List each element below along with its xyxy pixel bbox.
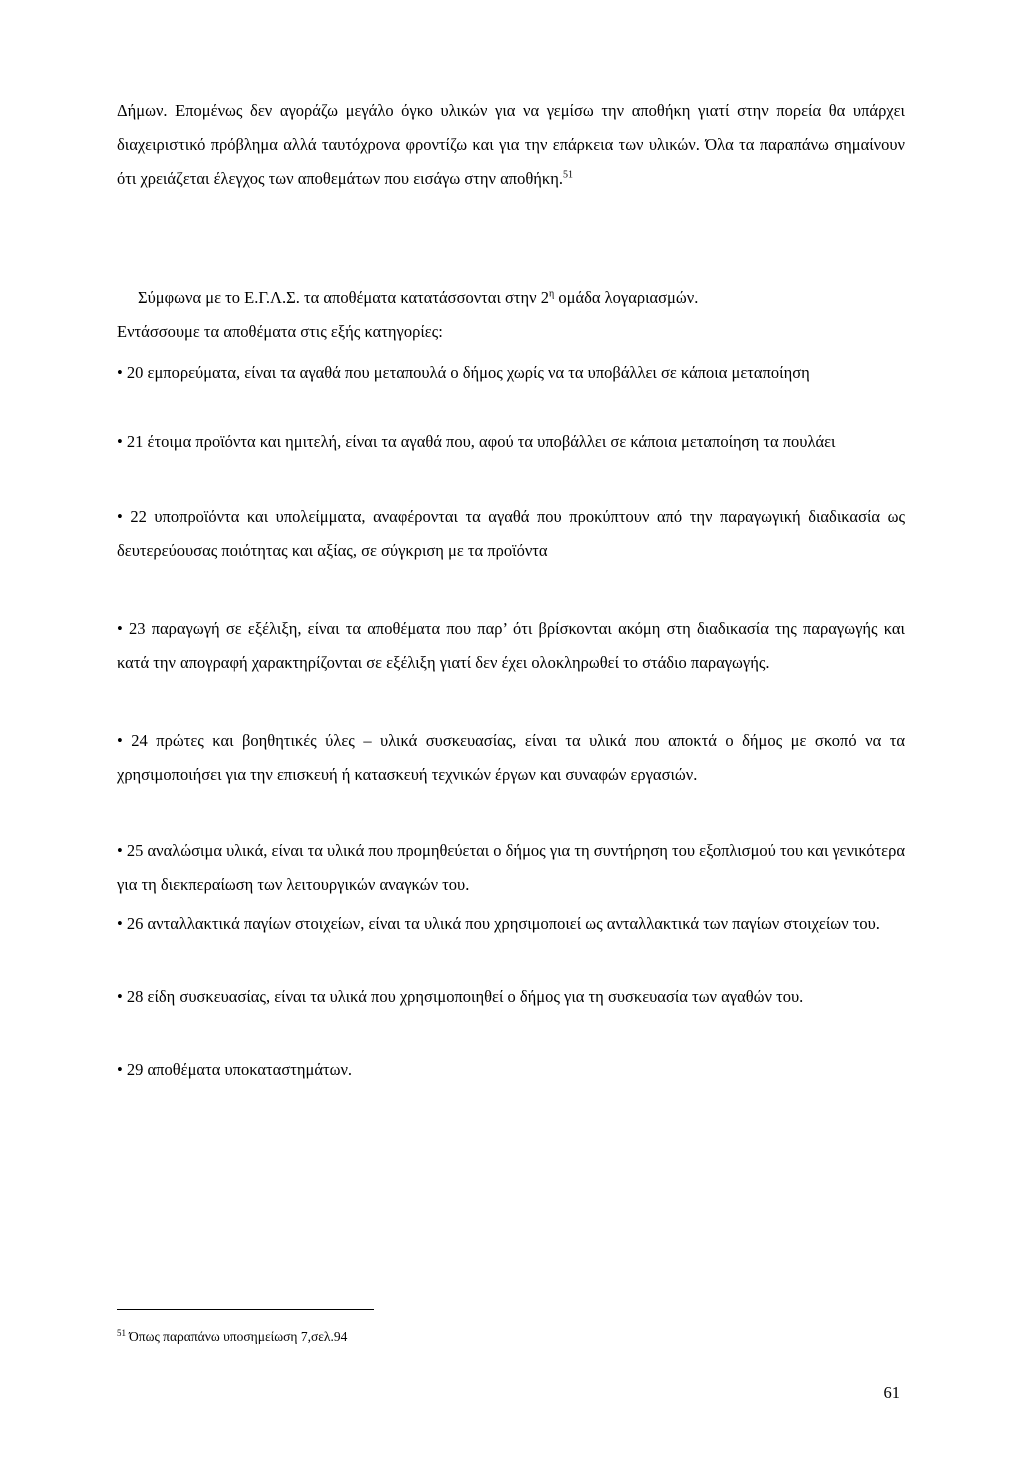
intro-paragraph — [117, 94, 905, 196]
category-item: • 24 πρώτες και βοηθητικές ύλες – υλικά συσκευασίας, είναι τα υλικά που αποκτά ο δήμος με σκοπό να τα χρησιμοποιήσει για την επισκευή ή κατασκευή τεχνικών έργων και συναφών εργασιών. — [117, 731, 905, 784]
classification-text: Σύμφωνα με το Ε.Γ.Λ.Σ. τα αποθέματα κατατάσσονται στην 2 — [138, 288, 550, 307]
classification-paragraph — [117, 281, 905, 349]
footnote-ref: 51 — [562, 169, 573, 181]
category-item: • 22 υποπροϊόντα και υπολείμματα, αναφέρονται τα αγαθά που προκύπτουν από την παραγωγική διαδικασία ως δευτερεύουσας ποιότητας και αξίας, σε σύγκριση με τα προϊόντα — [117, 507, 905, 560]
footnote-text: Όπως παραπάνω υποσημείωση 7,σελ.94 — [129, 1329, 348, 1344]
footnote — [117, 1328, 347, 1346]
category-item: • 20 εμπορεύματα, είναι τα αγαθά που μεταπουλά ο δήμος χωρίς να τα υποβάλλει σε κάποια μεταποίηση — [117, 363, 810, 382]
page-number: 61 — [883, 1383, 900, 1402]
category-item: • 26 ανταλλακτικά παγίων στοιχείων, είναι τα υλικά που χρησιμοποιεί ως ανταλλακτικά των παγίων στοιχείων του. — [117, 914, 880, 933]
category-item: • 29 αποθέματα υποκαταστημάτων. — [117, 1060, 353, 1079]
category-item: • 28 είδη συσκευασίας, είναι τα υλικά που χρησιμοποιηθεί ο δήμος για τη συσκευασία των αγαθών του. — [117, 987, 804, 1006]
ordinal-superscript: η — [549, 288, 555, 300]
intro-text: Δήμων. Επομένως δεν αγοράζω μεγάλο όγκο υλικών για να γεμίσω την αποθήκη γιατί στην πορεία θα υπάρχει διαχειριστικό πρόβλημα αλλά ταυτόχρονα φροντίζω και για την επάρκεια των υλικών. Όλα τα παραπάνω σημαίνουν ότι χρειάζεται έλεγχος των αποθεμάτων που εισάγω στην αποθήκη. — [117, 101, 905, 188]
classification-line — [117, 281, 905, 315]
classification-text-end: ομάδα λογαριασμών. — [554, 288, 699, 307]
footnote-divider — [117, 1309, 374, 1310]
footnote-number: 51 — [117, 1327, 126, 1338]
category-item: • 25 αναλώσιμα υλικά, είναι τα υλικά που προμηθεύεται ο δήμος για τη συντήρηση του εξοπλισμού του και γενικότερα για τη διεκπεραίωση των λειτουργικών αναγκών του. — [117, 841, 905, 894]
categories-intro: Εντάσσουμε τα αποθέματα στις εξής κατηγορίες: — [117, 322, 443, 341]
category-item: • 23 παραγωγή σε εξέλιξη, είναι τα αποθέματα που παρ’ ότι βρίσκονται ακόμη στη διαδικασία της παραγωγής και κατά την απογραφή χαρακτηρίζονται σε εξέλιξη γιατί δεν έχει ολοκληρωθεί το στάδιο παραγωγής. — [117, 619, 905, 672]
category-item: • 21 έτοιμα προϊόντα και ημιτελή, είναι τα αγαθά που, αφού τα υποβάλλει σε κάποια μεταποίηση τα πουλάει — [117, 432, 836, 451]
